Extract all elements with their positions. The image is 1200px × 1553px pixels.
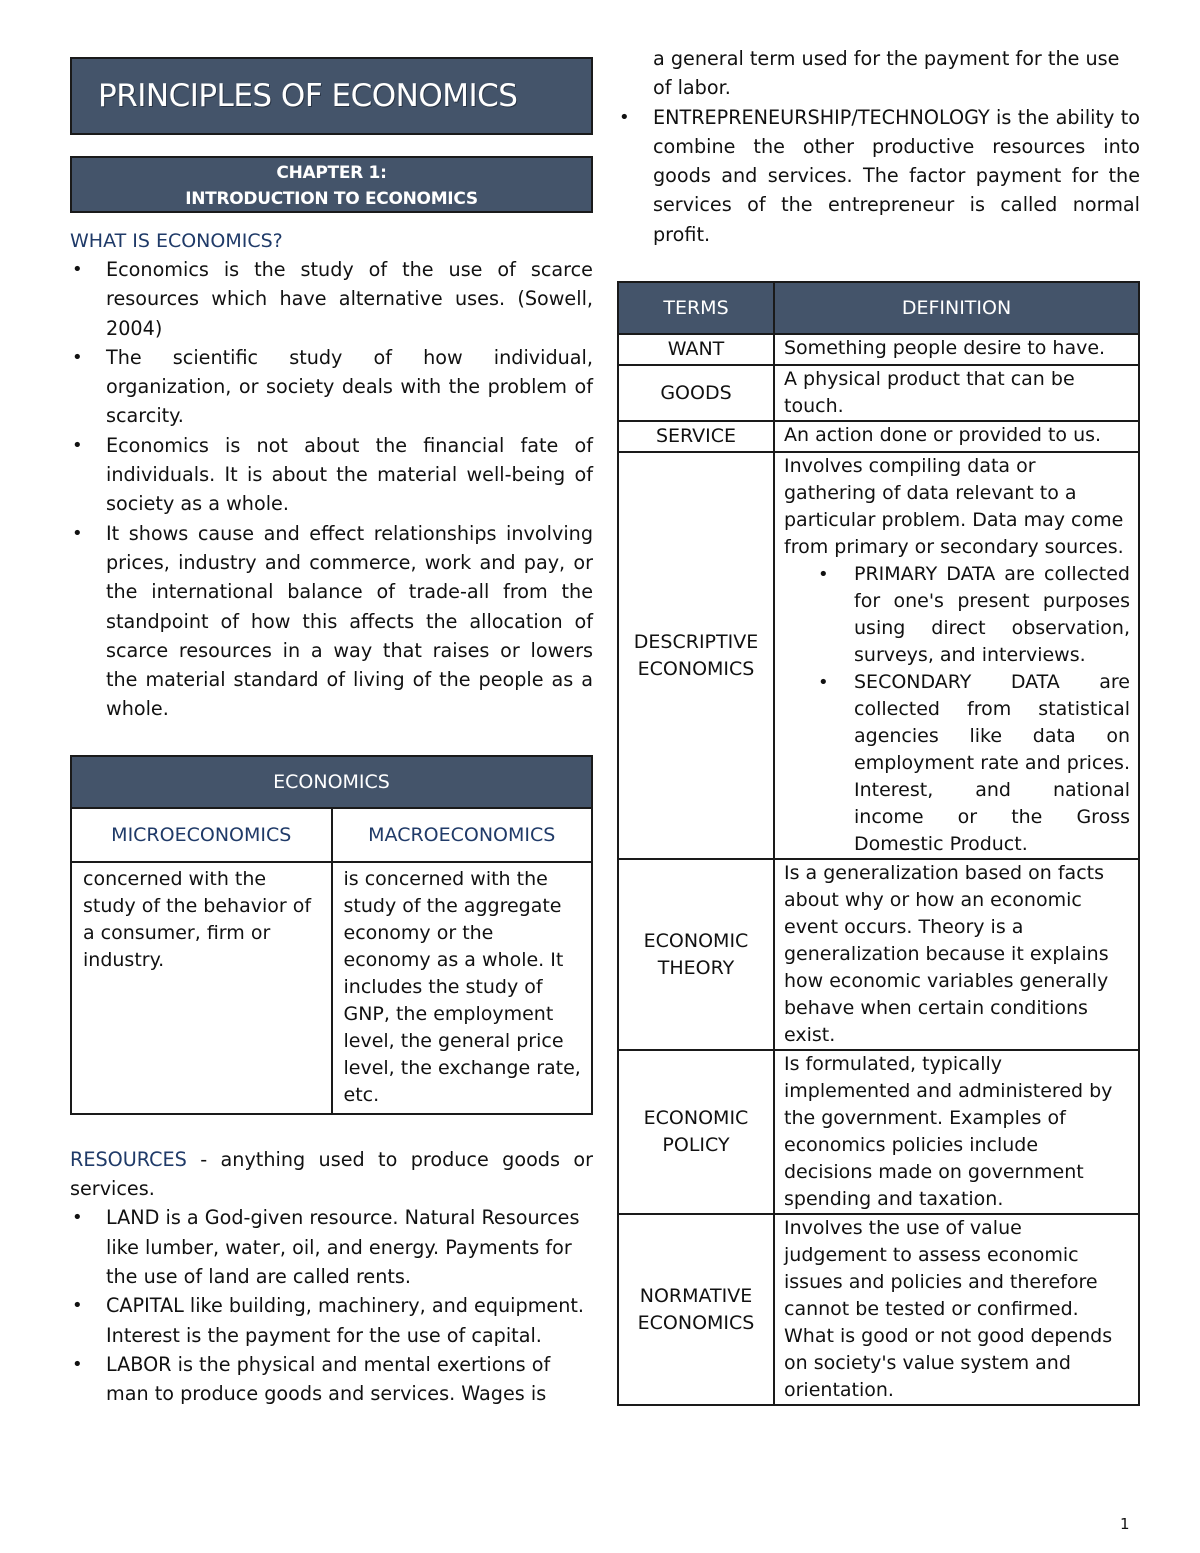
labor-continuation: a general term used for the payment for the use of labor. xyxy=(653,47,1120,100)
definition-column-header: DEFINITION xyxy=(774,282,1139,334)
table-row xyxy=(618,365,1139,421)
economics-table-header: ECONOMICS xyxy=(71,756,592,808)
def-descriptive-text: Involves compiling data or gathering of data relevant to a particular problem. Data may come from primary or secondary sources. xyxy=(784,455,1124,559)
economics-table xyxy=(70,755,593,1115)
def-want: Something people desire to have. xyxy=(774,334,1139,365)
table-row xyxy=(618,452,1139,859)
chapter-title: INTRODUCTION TO ECONOMICS xyxy=(185,189,478,209)
data-types-list xyxy=(784,561,1130,858)
list-item: • The scientific study of how individual, organization, or society deals with the problem of scarcity. xyxy=(70,343,593,431)
table-row xyxy=(618,421,1139,452)
list-item: • SECONDARY DATA are collected from statistical agencies like data on employment rate and prices. Interest, and national income or the Gross Domestic Product. xyxy=(854,669,1130,858)
macro-label: MACROECONOMICS xyxy=(332,808,593,862)
list-item: • Economics is not about the financial fate of individuals. It is about the material well-being of society as a whole. xyxy=(70,431,593,519)
list-item: • CAPITAL like building, machinery, and equipment. Interest is the payment for the use of capital. xyxy=(70,1291,593,1350)
def-theory: Is a generalization based on facts about why or how an economic event occurs. Theory is a generalization because it explains how economic variables generally behave when certain conditions exist. xyxy=(774,859,1139,1050)
def-policy: Is formulated, typically implemented and administered by the government. Examples of economics policies include decisions made on government spending and taxation. xyxy=(774,1050,1139,1214)
def-service: An action done or provided to us. xyxy=(774,421,1139,452)
term-policy: ECONOMIC POLICY xyxy=(618,1050,774,1214)
page-number: 1 xyxy=(1120,1515,1130,1533)
chapter-number: CHAPTER 1: xyxy=(276,163,387,183)
term-service: SERVICE xyxy=(618,421,774,452)
resources-intro xyxy=(70,1145,593,1204)
resources-list xyxy=(70,1203,593,1408)
term-normative: NORMATIVE ECONOMICS xyxy=(618,1214,774,1405)
terms-column-header: TERMS xyxy=(618,282,774,334)
left-column xyxy=(70,57,593,1408)
term-theory: ECONOMIC THEORY xyxy=(618,859,774,1050)
table-row xyxy=(618,1214,1139,1405)
term-descriptive: DESCRIPTIVE ECONOMICS xyxy=(618,452,774,859)
term-goods: GOODS xyxy=(618,365,774,421)
what-is-heading: WHAT IS ECONOMICS? xyxy=(70,230,283,252)
list-item: • PRIMARY DATA are collected for one's present purposes using direct observation, surveys, and interviews. xyxy=(854,561,1130,669)
list-item: • It shows cause and effect relationships involving prices, industry and commerce, work and pay, or the international balance of trade-all from the standpoint of how this affects the allocation of scarce resources in a way that raises or lowers the material standard of living of the people as a whole. xyxy=(70,519,593,724)
def-goods: A physical product that can be touch. xyxy=(774,365,1139,421)
resources-definition: - anything used to produce goods or services. xyxy=(70,1147,593,1201)
def-normative: Involves the use of value judgement to assess economic issues and policies and therefore cannot be tested or confirmed. What is good or not good depends on society's value system and orientation. xyxy=(774,1214,1139,1405)
terms-table xyxy=(617,281,1140,1406)
resources-list-cont xyxy=(617,103,1140,249)
table-row xyxy=(618,1050,1139,1214)
def-descriptive xyxy=(774,452,1139,859)
term-want: WANT xyxy=(618,334,774,365)
macro-text: is concerned with the study of the aggregate economy or the economy as a whole. It includes the study of GNP, the employment level, the general price level, the exchange rate, etc. xyxy=(332,862,593,1114)
micro-text: concerned with the study of the behavior of a consumer, firm or industry. xyxy=(71,862,332,1114)
table-row xyxy=(618,859,1139,1050)
micro-label: MICROECONOMICS xyxy=(71,808,332,862)
title-banner xyxy=(70,57,593,135)
table-row xyxy=(618,334,1139,365)
right-column xyxy=(617,44,1140,1406)
list-item: • ENTREPRENEURSHIP/TECHNOLOGY is the ability to combine the other productive resources into goods and services. The factor payment for the services of the entrepreneur is called normal profit. xyxy=(617,103,1140,249)
list-item: • LAND is a God-given resource. Natural Resources like lumber, water, oil, and energy. Payments for the use of land are called rents. xyxy=(70,1203,593,1291)
page-title: PRINCIPLES OF ECONOMICS xyxy=(98,78,518,114)
resources-heading: RESOURCES xyxy=(70,1147,187,1171)
list-item: • Economics is the study of the use of scarce resources which have alternative uses. (Sowell, 2004) xyxy=(70,255,593,343)
what-is-list xyxy=(70,255,593,724)
chapter-banner xyxy=(70,156,593,213)
list-item: • LABOR is the physical and mental exertions of man to produce goods and services. Wages is xyxy=(70,1350,593,1409)
